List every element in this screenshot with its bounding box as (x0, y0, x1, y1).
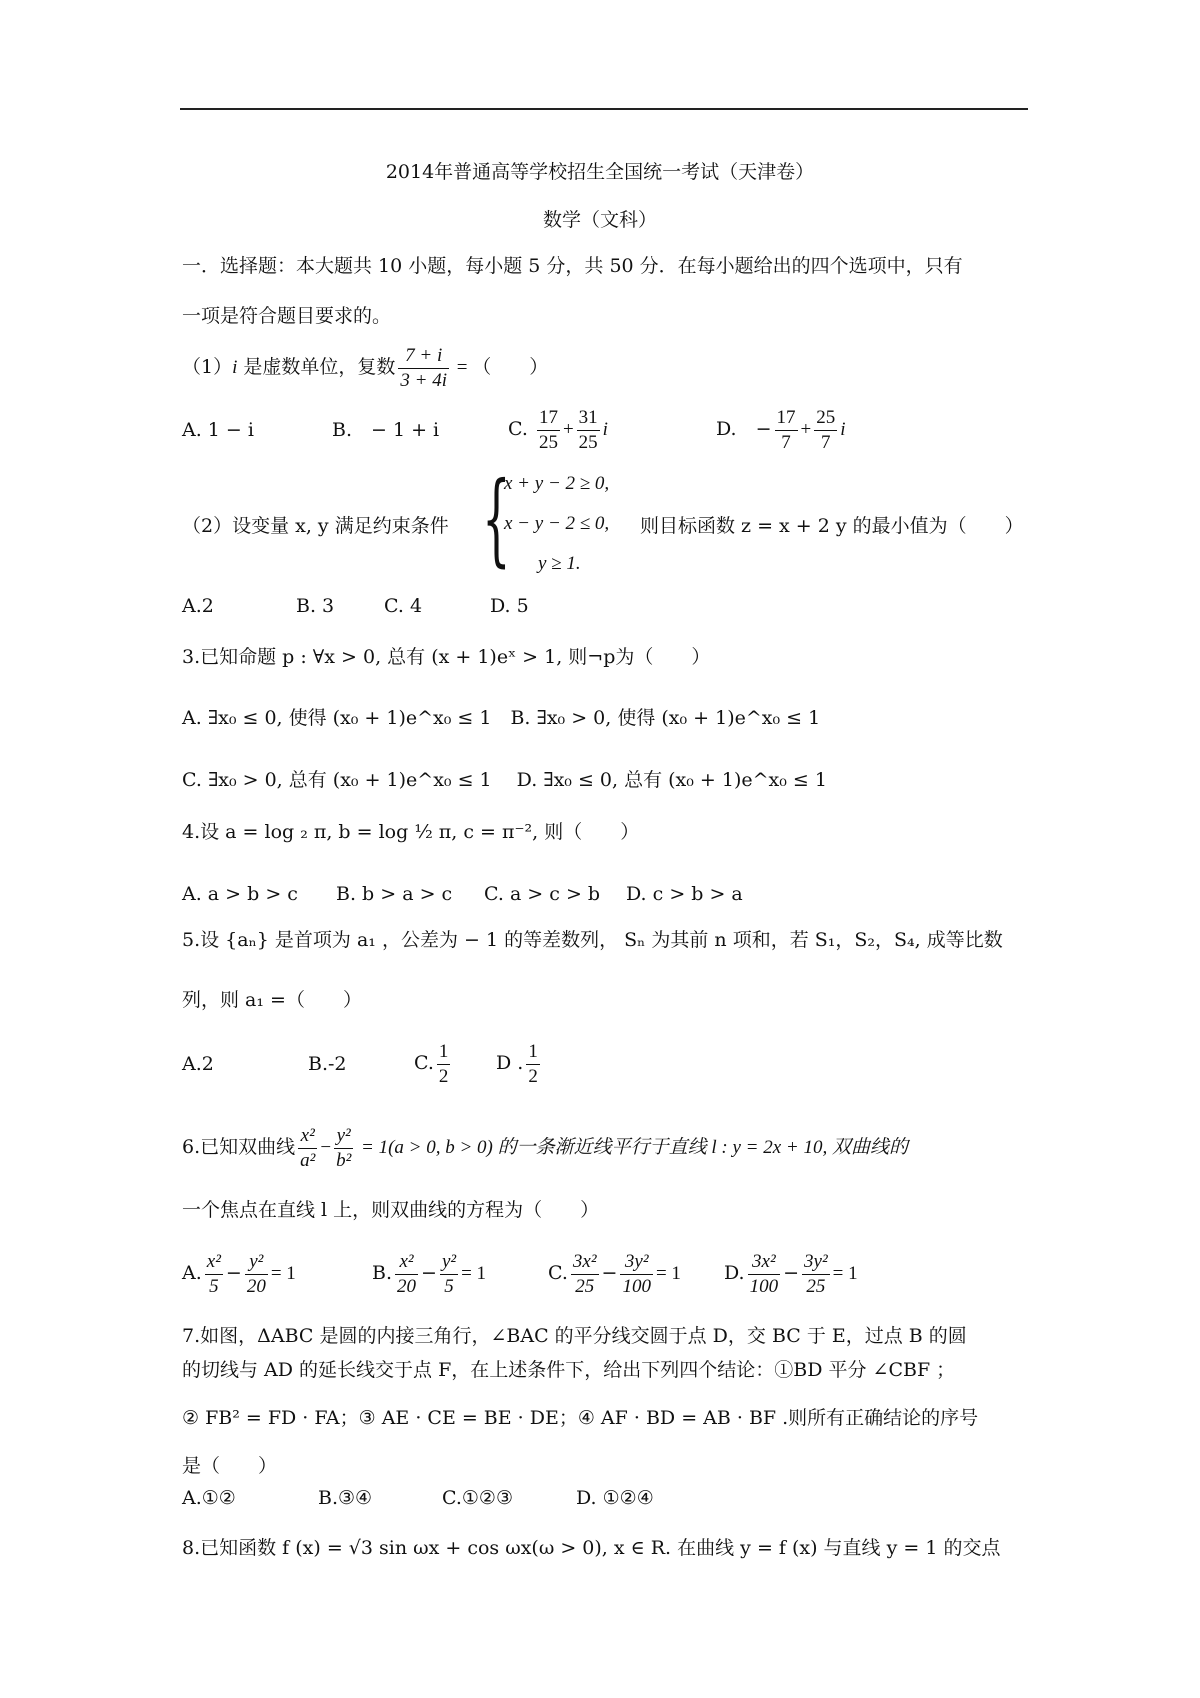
question-3: 3.已知命题 p : ∀x > 0, 总有 (x + 1)eˣ > 1, 则¬p为（ ） (182, 646, 711, 668)
q2-option-d: D. 5 (490, 595, 529, 617)
question-4: 4.设 a = log ₂ π, b = log ½ π, c = π⁻², 则（ ） (182, 821, 640, 843)
q7-option-a: A.①② (182, 1487, 236, 1509)
question-1: （1）i 是虚数单位，复数 $\frac{7 + i}{3 + 4i}$ = （ ） (182, 344, 549, 391)
q2-option-c: C. 4 (384, 595, 423, 617)
q4-option-a: A. a > b > c (182, 883, 298, 905)
q3-options-cd: C. ∃x₀ > 0, 总有 (x₀ + 1)e^x₀ ≤ 1 D. ∃x₀ ≤ 0, 总有 (x₀ + 1)e^x₀ ≤ 1 (182, 769, 827, 791)
q7-option-b: B.③④ (318, 1487, 373, 1509)
left-brace: { (482, 460, 511, 577)
q7-option-d: D. ①②④ (576, 1487, 654, 1509)
q1-option-c: C. $\frac{17}{25}$ + $\frac{31}{25}$ i (508, 406, 608, 453)
section-instructions-line2: 一项是符合题目要求的。 (182, 305, 392, 327)
q6-option-c: C. $\frac{\text{3x²}}{25}$ − $\frac{\text{3y²}}{100}$ = 1 (548, 1250, 681, 1297)
question-6-line2: 一个焦点在直线 l 上，则双曲线的方程为（ ） (182, 1199, 600, 1221)
q1-option-b: B. − 1 + i (332, 419, 440, 441)
q5-option-a: A.2 (182, 1053, 214, 1075)
q2-option-a: A.2 (182, 595, 214, 617)
top-rule (180, 108, 1028, 110)
q4-option-c: C. a > c > b (484, 883, 601, 905)
question-8-line1: 8.已知函数 f (x) = √3 sin ωx + cos ωx(ω > 0), x ∈ R. 在曲线 y = f (x) 与直线 y = 1 的交点 (182, 1537, 1001, 1559)
constraint-3: y ≥ 1. (538, 553, 581, 574)
q5-option-c: C. $\frac{1}{2}$ (414, 1040, 449, 1087)
question-7-line3: ② FB² = FD · FA；③ AE · CE = BE · DE；④ AF · BD = AB · BF .则所有正确结论的序号 (182, 1407, 979, 1429)
q5-option-d: D . $\frac{1}{2}$ (496, 1040, 538, 1087)
q4-option-d: D. c > b > a (626, 883, 743, 905)
q4-option-b: B. b > a > c (336, 883, 453, 905)
q7-option-c: C.①②③ (442, 1487, 513, 1509)
question-6-line1: 6.已知双曲线 $\frac{\text{x²}}{\text{a²}}$ − $\frac{\text{y²}}{\text{b²}}$ = 1(a > 0, b > 0) 的一条渐近线平行于直线 l : y = 2x + 10, 双曲线的 (182, 1124, 908, 1171)
question-5-line1: 5.设 {aₙ} 是首项为 a₁ ，公差为 − 1 的等差数列， Sₙ 为其前 n 项和，若 S₁，S₂，S₄, 成等比数 (182, 929, 1003, 951)
exam-subtitle: 数学（文科） (542, 209, 657, 231)
question-2-objective: 则目标函数 z = x + 2 y 的最小值为（ ） (640, 515, 1024, 537)
question-5-line2: 列，则 a₁ =（ ） (182, 989, 362, 1011)
q6-option-d: D. $\frac{\text{3x²}}{100}$ − $\frac{\text{3y²}}{25}$ = 1 (724, 1250, 858, 1297)
q6-option-a: A. $\frac{\text{x²}}{5}$ − $\frac{\text{y²}}{20}$ = 1 (182, 1250, 296, 1297)
question-2-stem: （2）设变量 x, y 满足约束条件 (182, 515, 449, 537)
question-7-line2: 的切线与 AD 的延长线交于点 F，在上述条件下，给出下列四个结论：①BD 平分 ∠CBF ； (182, 1359, 956, 1381)
exam-title: 2014年普通高等学校招生全国统一考试（天津卷） (385, 161, 815, 183)
q1-option-a: A. 1 − i (182, 419, 254, 441)
question-7-line1: 7.如图，ΔABC 是圆的内接三角行，∠BAC 的平分线交圆于点 D，交 BC 于 E，过点 B 的圆 (182, 1325, 967, 1347)
q3-options-ab: A. ∃x₀ ≤ 0, 使得 (x₀ + 1)e^x₀ ≤ 1 B. ∃x₀ > 0, 使得 (x₀ + 1)e^x₀ ≤ 1 (182, 707, 821, 729)
q1-option-d: D. − $\frac{17}{7}$ + $\frac{25}{7}$ i (716, 406, 846, 453)
question-7-line4: 是（ ） (182, 1455, 278, 1477)
constraint-2: x − y − 2 ≤ 0, (504, 513, 610, 534)
q2-option-b: B. 3 (296, 595, 335, 617)
q5-option-b: B.-2 (308, 1053, 347, 1075)
section-instructions-line1: 一．选择题：本大题共 10 小题，每小题 5 分，共 50 分．在每小题给出的四个选项中，只有 (182, 255, 963, 277)
constraint-1: x + y − 2 ≥ 0, (504, 473, 610, 494)
constraint-system (482, 460, 642, 577)
q6-option-b: B. $\frac{\text{x²}}{20}$ − $\frac{\text{y²}}{5}$ = 1 (372, 1250, 487, 1297)
